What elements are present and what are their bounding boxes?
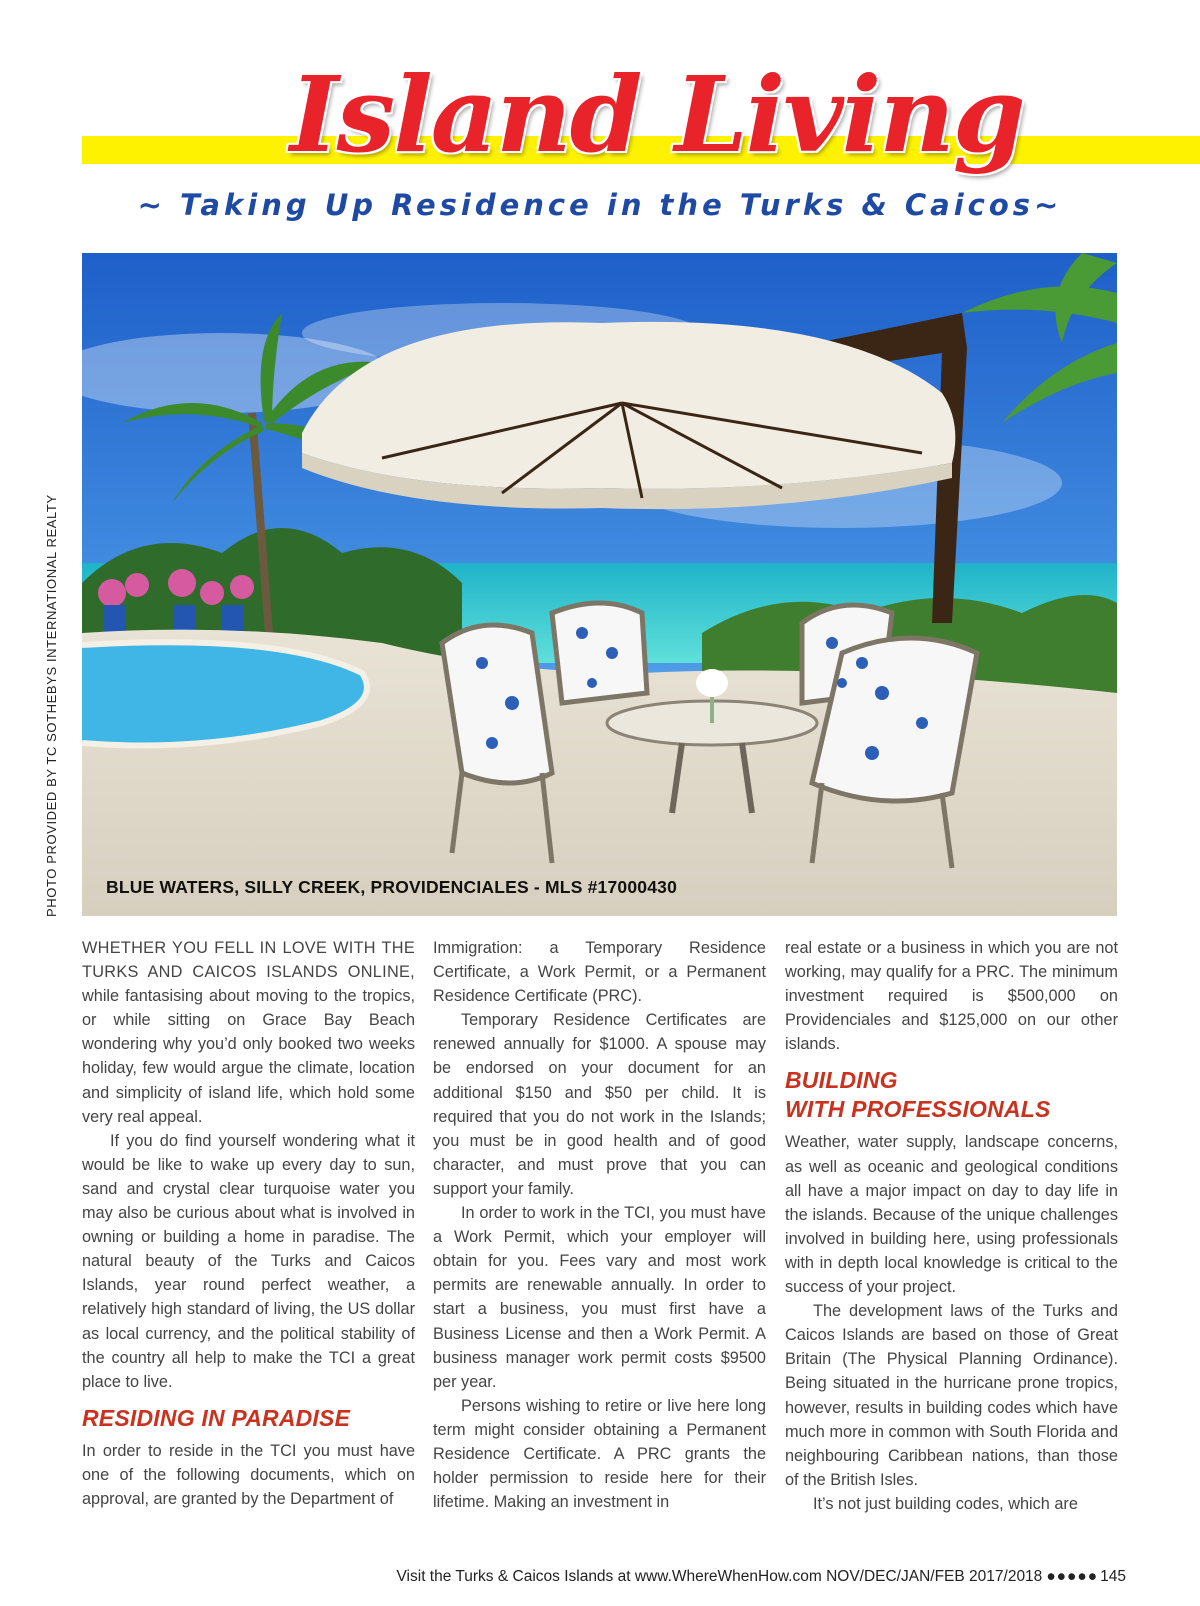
paragraph-3-continued: Immigration: a Temporary Residence Certificate, a Work Permit, or a Permanent Residence Certificate (PRC). [433,939,766,1006]
intro-rest: while fantasising about moving to the tropics, or while sitting on Grace Bay Beach wondering why you’d only booked two weeks holiday, few would argue the climate, location and simplicity of island life, which hold some very real appeal. [82,987,415,1126]
paragraph-3: In order to reside in the TCI you must have one of the following documents, which on approval, are granted by the Department of [82,1441,415,1508]
article-column-1 [82,936,415,1511]
heading-line-2: WITH PROFESSIONALS [785,1096,1051,1123]
heading-building-with-professionals [785,1066,1118,1124]
intro-caps: WHETHER YOU FELL IN LOVE WITH THE TURKS AND CAICOS ISLANDS ONLINE, [82,939,415,982]
masthead-subtitle: ~ Taking Up Residence in the Turks & Caicos~ [137,188,1063,222]
paragraph-9: It’s not just building codes, which are [813,1494,1078,1513]
paragraph-7: Weather, water supply, landscape concerns, as well as oceanic and geological conditions all have a major impact on day to day life in the islands. Because of the unique challenges involved in building here, using professionals with in depth local knowledge is critical to the success of your project. [785,1133,1118,1297]
article-column-2 [433,936,766,1514]
paragraph-8: The development laws of the Turks and Caicos Islands are based on those of Great Britain (The Physical Planning Ordinance). Being situated in the hurricane prone tropics, however, results in building codes which have much more in common with South Florida and neighbouring Caribbean nations, than those of the British Isles. [785,1302,1118,1489]
heading-line-1: BUILDING [785,1067,898,1094]
heading-residing-in-paradise: RESIDING IN PARADISE [82,1404,351,1431]
paragraph-5: In order to work in the TCI, you must have a Work Permit, which your employer will obtain for you. Fees vary and most work permits are renewable annually. In order to start a business, you must first have a Business License and then a Work Permit. A business manager work permit costs $9500 per year. [433,1204,766,1391]
intro-paragraph [82,936,415,1129]
article-column-3 [785,936,1118,1516]
page-footer [0,1568,1126,1586]
paragraph-4: Temporary Residence Certificates are renewed annually for $1000. A spouse may be endorsed on your document for an additional $150 and $50 per child. It is required that you do not work in the Islands; you must be in good health and of good character, and must prove that you can support your family. [433,1011,766,1198]
photo-credit: PHOTO PROVIDED BY TC SOTHEBYS INTERNATIONAL REALTY [44,494,59,917]
feature-photo [82,253,1117,916]
paragraph-6-continued: real estate or a business in which you are not working, may qualify for a PRC. The minimum investment required is $500,000 on Providenciales and $125,000 on our other islands. [785,939,1118,1054]
masthead-title: Island Living [290,53,1024,176]
footer-dots: ●●●●● [1046,1568,1099,1585]
patio-scene-illustration [82,253,1117,916]
page-number: 145 [1100,1568,1126,1585]
photo-caption: BLUE WATERS, SILLY CREEK, PROVIDENCIALES - MLS #17000430 [106,877,678,897]
paragraph-2: If you do find yourself wondering what it would be like to wake up every day to sun, sand and crystal clear turquoise water you may also be curious about what is involved in owning or building a home in paradise. The natural beauty of the Turks and Caicos Islands, year round perfect weather, a relatively high standard of living, the US dollar as local currency, and the political stability of the country all help to make the TCI a great place to live. [82,1131,415,1391]
footer-text: Visit the Turks & Caicos Islands at www.WhereWhenHow.com NOV/DEC/JAN/FEB 2017/2018 [396,1568,1043,1585]
paragraph-6: Persons wishing to retire or live here long term might consider obtaining a Permanent Residence Certificate. A PRC grants the holder permission to reside here for their lifetime. Making an investment in [433,1396,766,1512]
